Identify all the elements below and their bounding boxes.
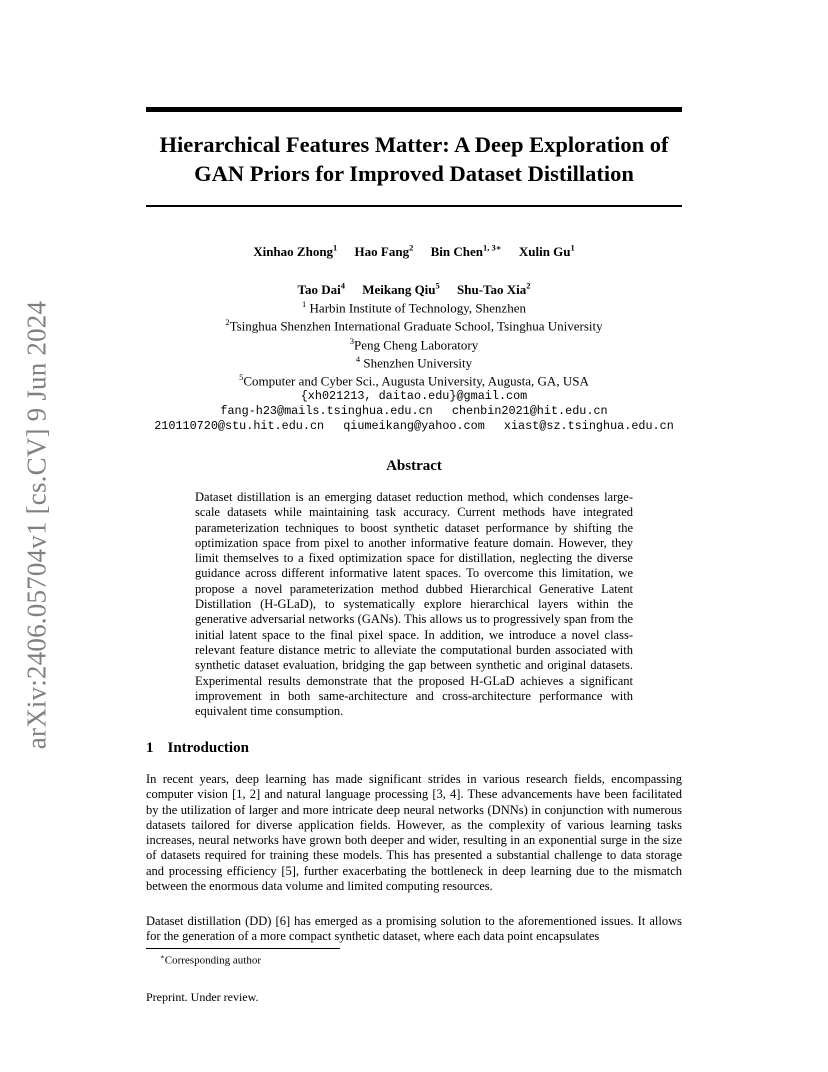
title-top-rule xyxy=(146,107,682,112)
author: Tao Dai$^4$ xyxy=(297,281,345,298)
author: Bin Chen$^{1, 3∗}$ xyxy=(430,243,502,260)
intro-paragraph-2: Dataset distillation (DD) [6] has emerged as a promising solution to the aforementioned issues. It allows for the generation of a more compact synthetic dataset, where each data point encapsulates xyxy=(146,914,682,944)
affiliation: $^4$ Shenzhen University xyxy=(355,353,473,371)
intro-paragraph-1: In recent years, deep learning has made significant strides in various research fields, encompassing computer vision [1, 2] and natural language processing [3, 4]. These advancements have been facilitated by the utilization of larger and more intricate deep neural networks (DNNs) in conjunction with numerous datasets tailored for diverse application fields. However, as the complexity of various learning tasks increases, neural networks have grown both deeper and wider, resulting in an exponential surge in the size of datasets required for training these models. This has presented a substantial challenge to data storage and processing efficiency [5], further exacerbating the bottleneck in deep learning due to the mismatch between the enormous data volume and limited computing resources. xyxy=(146,772,682,894)
affiliation: $^3$Peng Cheng Laboratory xyxy=(349,335,479,352)
paper-title xyxy=(146,130,682,188)
section-heading-introduction xyxy=(146,740,249,757)
preprint-notice: Preprint. Under review. xyxy=(146,990,259,1004)
author: Xulin Gu$^1$ xyxy=(518,243,575,260)
section-title: Introduction xyxy=(167,740,249,756)
affiliation: $^1$ Harbin Institute of Technology, Shenzhen xyxy=(302,299,526,316)
title-line-2: GAN Priors for Improved Dataset Distillation xyxy=(194,161,634,186)
footnote-rule xyxy=(146,948,340,949)
author: Shu-Tao Xia$^2$ xyxy=(457,281,531,298)
authors-row-1 xyxy=(146,243,682,260)
author: Hao Fang$^2$ xyxy=(354,243,414,260)
arxiv-identifier: arXiv:2406.05704v1 [cs.CV] 9 Jun 2024 xyxy=(21,300,52,750)
title-line-1: Hierarchical Features Matter: A Deep Exploration of xyxy=(159,132,669,157)
authors-row-2 xyxy=(146,281,682,298)
email: {xh021213, daitao.edu}@gmail.com xyxy=(300,388,528,403)
email-line-1 xyxy=(100,389,728,404)
affiliation: $^2$Tsinghua Shenzhen International Graduate School, Tsinghua University xyxy=(225,317,603,334)
title-bottom-rule xyxy=(146,205,682,207)
footnote: ∗Corresponding author xyxy=(160,953,261,967)
email-line-3 xyxy=(100,419,728,434)
section-number: 1 xyxy=(146,740,154,756)
email: 210110720@stu.hit.edu.cn xyxy=(154,418,325,433)
email: xiast@sz.tsinghua.edu.cn xyxy=(503,418,674,433)
email: qiumeikang@yahoo.com xyxy=(343,418,485,433)
email-line-2 xyxy=(100,404,728,419)
affiliation: $^5$Computer and Cyber Sci., Augusta University, Augusta, GA, USA xyxy=(239,372,589,389)
affiliations xyxy=(100,297,728,434)
author: Meikang Qiu$^5$ xyxy=(362,281,440,298)
abstract-text: Dataset distillation is an emerging dataset reduction method, which condenses large-scale datasets while maintaining task accuracy. Current methods have integrated parameterization techniques to boost synthetic dataset performance by shifting the optimization space from pixel to another informative feature domain. However, they limit themselves to a fixed optimization space for distillation, neglecting the diverse guidance across different informative latent spaces. To overcome this limitation, we propose a novel parameterization method dubbed Hierarchical Generative Latent Distillation (H-GLaD), to systematically explore hierarchical layers within the generative adversarial networks (GANs). This allows us to progressively span from the initial latent space to the final pixel space. In addition, we introduce a novel class-relevant feature distance metric to alleviate the computational burden associated with synthetic dataset evaluation, bridging the gap between synthetic and original datasets. Experimental results demonstrate that the proposed H-GLaD achieves a significant improvement in both same-architecture and cross-architecture performance with equivalent time consumption. xyxy=(195,490,633,719)
author: Xinhao Zhong$^1$ xyxy=(253,243,338,260)
abstract-heading: Abstract xyxy=(386,458,442,474)
email: chenbin2021@hit.edu.cn xyxy=(451,403,608,418)
email: fang-h23@mails.tsinghua.edu.cn xyxy=(220,403,433,418)
